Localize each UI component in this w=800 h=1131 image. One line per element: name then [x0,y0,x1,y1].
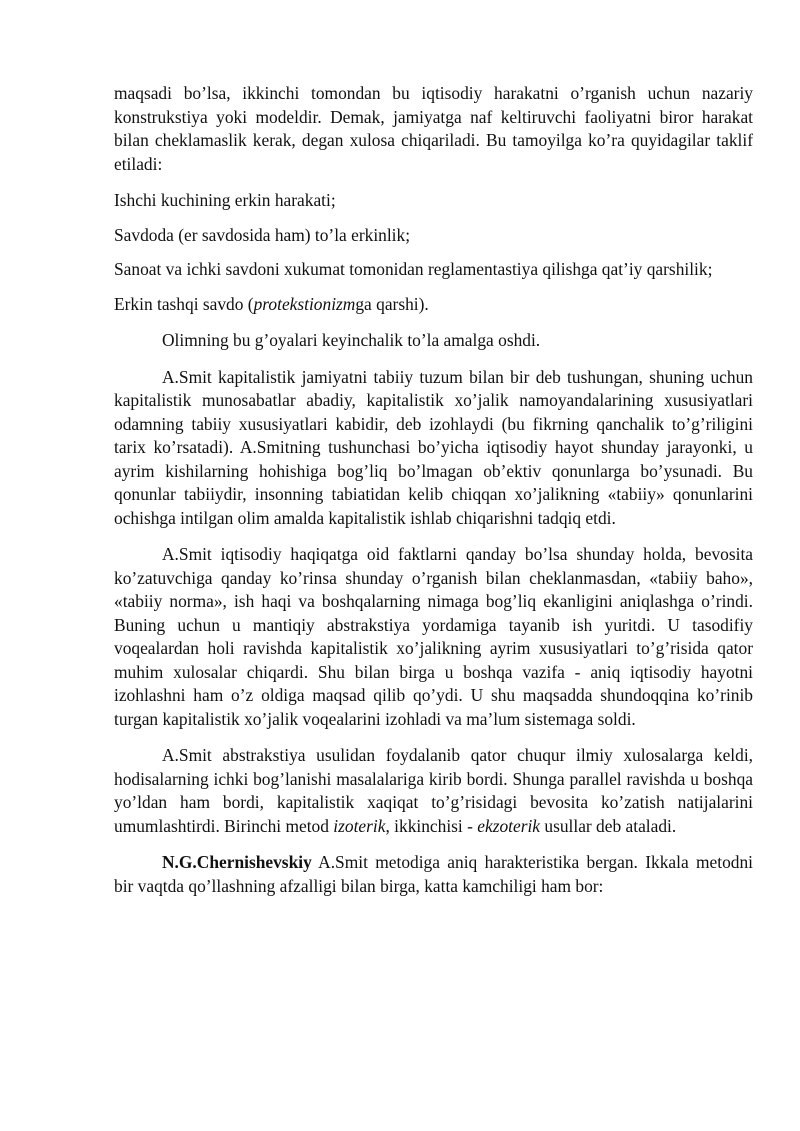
text-run: , ikkinchisi - [385,815,478,836]
text-run: A.Smit abstrakstiya usulidan foydalanib qator chuqur ilmiy xulosalarga keldi, hodisalarning ichki bog’lanishi masalalariga kirib bordi. Shunga parallel ravishda u boshqa yo’ldan ham bordi, kapitalistik xaqiqat to’g’risidagi bevosita ko’zatish natijalarini umumlashtirdi. Birinchi metod [114,745,753,836]
list-item-trade: Savdoda (er savdosida ham) to’la erkinlik; [114,224,411,245]
list-item-regulation: Sanoat va ichki savdoni xukumat tomonidan reglamentastiya qilishga qat’iy qarshilik; [114,259,713,279]
italic-term-exoteric: ekzoterik [477,815,541,836]
paragraph-methods [114,744,753,838]
paragraph-intro: maqsadi bo’lsa, ikkinchi tomondan bu iqtisodiy harakatni o’rganish uchun nazariy konstrukstiya yoki modeldir. Demak, jamiyatga naf keltiruvchi faoliyatni biror harakat bilan cheklamaslik kerak, degan xulosa chiqariladi. Bu tamoyilga ko’ra quyidagilar taklif etiladi: [114,83,753,174]
paragraph-abstraction: A.Smit iqtisodiy haqiqatga oid faktlarni qanday bo’lsa shunday holda, bevosita ko’zatuvchiga qanday ko’rinsa shunday o’rganish bilan cheklanmasdan, «tabiiy baho», «tabiiy norma», ish haqi va boshqalarning nimaga bog’liq ekanligini aniqlashga o’rindi. Buning uchun u mantiqiy abstrakstiya yordamiga tayanib ish yuritdi. U tasodifiy voqealardan holi ravishda kapitalistik xo’jalikning ayrim xususiyatlari to’g’risida qator muhim xulosalar chiqardi. Shu bilan birga u boshqa vazifa - aniq iqtisodiy hayotni izohlashni ham o’z oldiga maqsad qilib qo’ydi. U shu maqsadda shundoqqina ko’rinib turgan kapitalistik xo’jalik voqealarini izohladi va ma’lum sistemaga soldi. [114,544,753,729]
text-run: usullar deb ataladi. [540,815,677,836]
list-item-labor: Ishchi kuchining erkin harakati; [114,190,336,210]
bold-author-name: N.G.Chernishevskiy [162,852,312,872]
text-run: Erkin tashqi savdo ( [114,293,254,314]
italic-term-esoteric: izoterik [333,815,386,836]
text-run: ga qarshi). [355,293,429,314]
list-item-foreign-trade [114,293,753,317]
paragraph-chernishevskiy [114,851,753,898]
paragraph-ideas: Olimning bu g’oyalari keyinchalik to’la amalga oshdi. [162,330,541,350]
text-run: A.Smit metodiga aniq harakteristika bergan. Ikkala metodni bir vaqtda qo’llashning afzalligi bilan birga, katta kamchiligi ham bor: [114,852,753,896]
italic-term: protekstionizm [253,293,356,314]
paragraph-natural-order: A.Smit kapitalistik jamiyatni tabiiy tuzum bilan bir deb tushungan, shuning uchun kapitalistik munosabatlar abadiy, kapitalistik xo’jalik namoyandalarining xususiyatlari odamning tabiiy xususiyatlari kabidir, deb izohlaydi (bu fikrning qanchalik to’g’riligini tarix ko’rsatadi). A.Smitning tushunchasi bo’yicha iqtisodiy hayot shunday jarayonki, u ayrim kishilarning hohishiga bog’liq bo’lmagan ob’ektiv qonunlarga bo’ysunadi. Bu qonunlar tabiiydir, insonning tabiatidan kelib chiqqan xo’jalikning «tabiiy» qonunlarini ochishga intilgan olim amalda kapitalistik ishlab chiqarishni tadqiq etdi. [114,366,753,528]
document-page [114,82,753,898]
